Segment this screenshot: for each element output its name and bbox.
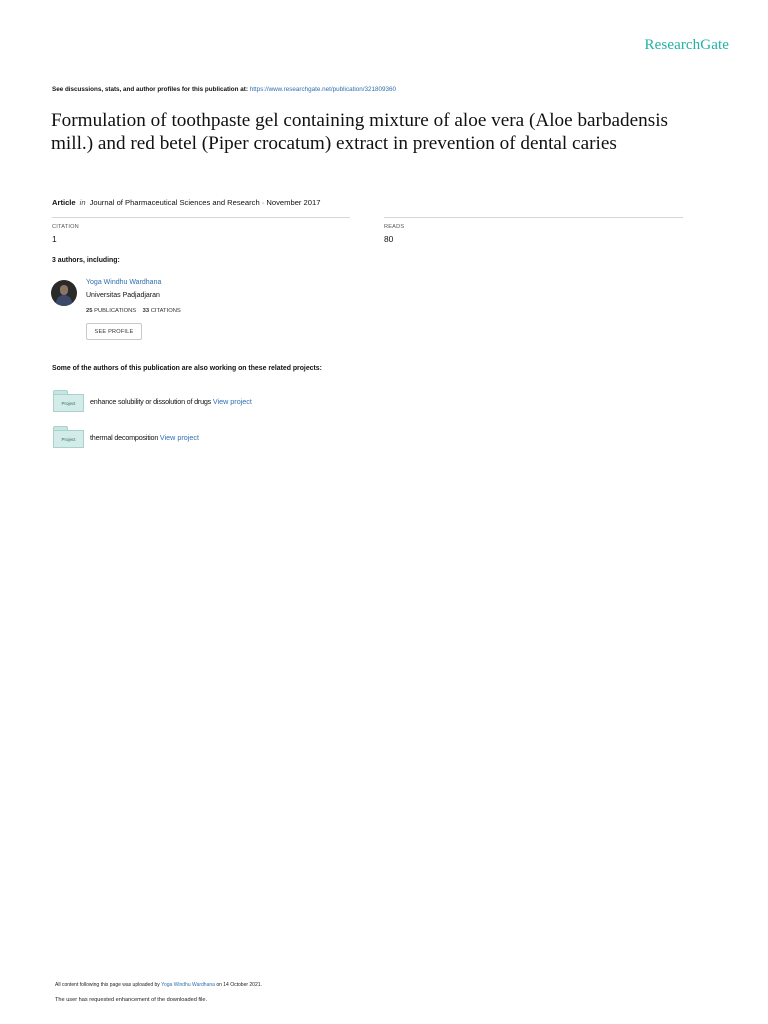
author-affiliation: Universitas Padjadjaran <box>86 292 160 299</box>
publications-label: PUBLICATIONS <box>94 308 137 314</box>
citations-count: 33 <box>142 308 150 314</box>
authors-heading: 3 authors, including: <box>52 257 120 264</box>
article-title: Formulation of toothpaste gel containing mixture of aloe vera (Aloe barbadensis mill.) and red betel (Piper crocatum) extract in prevention of dental caries <box>51 110 669 154</box>
reads-label: READS <box>384 224 405 230</box>
view-project-link[interactable]: View project <box>212 397 252 406</box>
citation-count: 1 <box>52 234 57 244</box>
project-title: thermal decomposition <box>90 433 160 442</box>
author-name-link[interactable]: Yoga Windhu Wardhana <box>86 279 162 286</box>
citation-label: CITATION <box>52 224 79 230</box>
publications-count: 25 <box>86 308 93 314</box>
researchgate-logo[interactable]: ResearchGate <box>644 37 729 53</box>
upload-prefix: All content following this page was uploaded by <box>55 982 162 988</box>
publication-url-link[interactable]: https://www.researchgate.net/publication/321809360 <box>249 86 397 93</box>
projects-heading: Some of the authors of this publication are also working on these related projects: <box>52 365 322 372</box>
project-icon-label: Project <box>53 430 84 448</box>
project-icon-label: Project <box>53 394 84 412</box>
discussion-prefix: See discussions, stats, and author profiles for this publication at: <box>52 86 250 93</box>
project-title: enhance solubility or dissolution of drugs <box>90 397 213 406</box>
journal-date: Journal of Pharmaceutical Sciences and Research · November 2017 <box>89 198 321 207</box>
article-type: Article <box>52 198 76 207</box>
reads-divider <box>384 217 683 218</box>
project-item <box>90 433 199 442</box>
reads-count: 80 <box>384 234 394 244</box>
project-folder-icon <box>53 390 83 411</box>
in-word: in <box>79 198 86 207</box>
citations-label: CITATIONS <box>150 308 181 314</box>
upload-note <box>55 982 262 988</box>
uploader-link[interactable]: Yoga Windhu Wardhana <box>161 982 215 988</box>
enhancement-note: The user has requested enhancement of the downloaded file. <box>55 997 208 1003</box>
citation-divider <box>52 217 350 218</box>
author-avatar[interactable] <box>51 280 77 306</box>
author-stats <box>86 308 181 314</box>
upload-suffix: on 14 October 2021. <box>214 982 262 988</box>
discussion-line <box>52 86 396 93</box>
view-project-link[interactable]: View project <box>159 433 199 442</box>
see-profile-button[interactable]: SEE PROFILE <box>86 323 142 340</box>
article-meta <box>52 198 320 207</box>
project-item <box>90 397 252 406</box>
project-folder-icon <box>53 426 83 447</box>
